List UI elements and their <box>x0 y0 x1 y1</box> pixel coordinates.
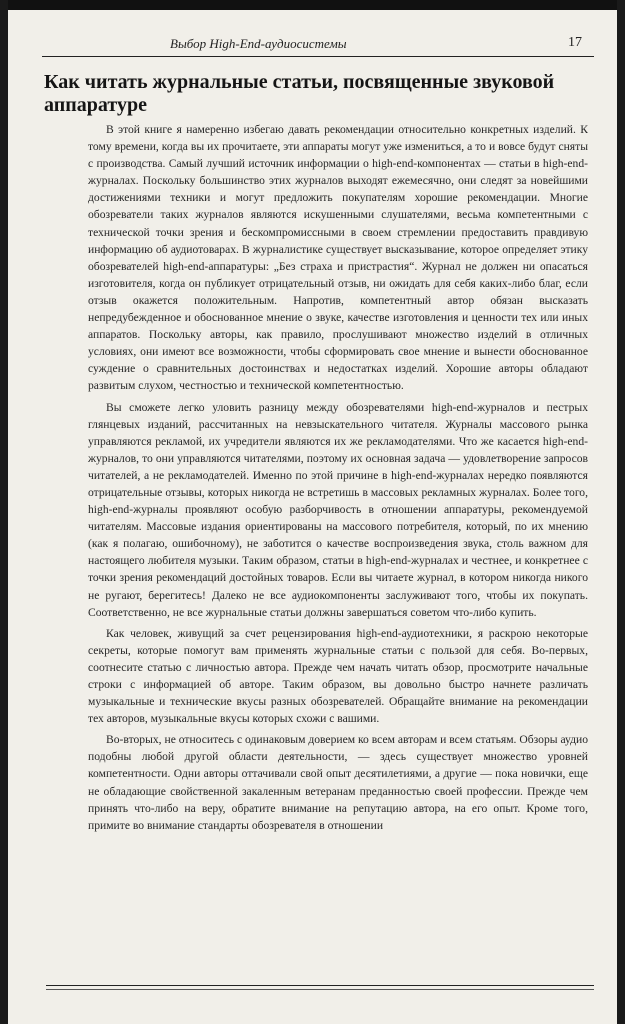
section-title: Как читать журнальные статьи, посвященные звуковой аппаратуре <box>44 71 555 117</box>
page-number: 17 <box>568 35 582 50</box>
article-body <box>88 121 588 838</box>
book-page <box>8 0 617 1024</box>
scan-edge <box>8 0 617 10</box>
paragraph: Как человек, живущий за счет рецензирования high-end-аудиотехники, я раскрою некоторые секреты, которые помогут вам применять журнальные статьи с пользой для себя. Во-первых, соотнесите статью с личностью автора. Прежде чем начать читать обзор, просмотрите начальные строки с информацией об авторе. Таким образом, вы довольно быстро начнете различать музыкальные и технические вкусы разных обозревателей. Обращайте внимание на рекомендации тех авторов, музыкальные вкусы которых схожи с вашими. <box>88 626 588 726</box>
paragraph: Во-вторых, не относитесь с одинаковым доверием ко всем авторам и всем статьям. Обзоры аудио подобны любой другой области деятельности, — здесь существует множество уровней компетентности. Одни авторы оттачивали свой опыт десятилетиями, а другие — пока новички, еще не обладающие свойственной закаленным ветеранам преданностью своей профессии. Прежде чем принять что-либо на веру, обратите внимание на репутацию автора, на его опыт. Кроме того, примите во внимание стандарты обозревателя в отношении <box>88 733 588 832</box>
footer-rule <box>46 985 594 990</box>
running-title: Выбор High-End-аудиосистемы <box>170 36 347 51</box>
paragraph: В этой книге я намеренно избегаю давать рекомендации относительно конкретных изделий. К тому времени, когда вы их прочитаете, эти аппараты могут уже измениться, а то и вовсе будут сняты с производства. Самый лучший источник информации о high-end-компонентах — статьи в high-end-журналах. Поскольку большинство этих журналов выходят ежемесячно, они следят за новейшими достижениями техники и могут предложить покупателям хорошие рекомендации. Многие обозреватели таких журналов являются искушенными слушателями, весьма компетентными с технической точки зрения и бескомпромиссными в своем стремлении предоставить правдивую информацию об аудиотоварах. В журналистике существует высказывание, которое определяет этику обозревателей high-end-аппаратуры: „Без страха и пристрастия“. Журнал не должен ни опасаться изготовителя, когда он публикует отрицательный отзыв, ни ожидать для себя каких-либо благ, если отзыв окажется положительным. Напротив, компетентный автор обязан высказать непредубежденное и обоснованное мнение о звуке, качестве изготовления и ценности тех или иных аппаратов. Поскольку авторы, как правило, прослушивают множество изделий в отличных условиях, они имеют все возможности, чтобы сформировать свое мнение и вынести обоснованное суждение о сравнительных достоинствах и недостатках изделий. Хорошие авторы обладают развитым слухом, честностью и технической компетентностью. <box>88 123 588 393</box>
paragraph: Вы сможете легко уловить разницу между обозревателями high-end-журналов и пестрых глянцевых изданий, рассчитанных на невзыскательного читателя. Журналы массового рынка управляются рекламой, их учредители являются их же рекламодателями. Что же касается high-end-журналов, то они управляются читателями, поэтому их основная задача — удовлетворение запросов читателей, а не рекламодателей. Именно по этой причине в high-end-журналах нередко появляются отрицательные отзывы, которых никогда не встретишь в массовых рекламных журналах. Более того, high-end-журналы проявляют особую разборчивость в отношении аппаратуры, рекомендуемой читателям. Массовые издания ориентированы на массового потребителя, который, по их мнению (как я полагаю, ошибочному), не заботится о качестве воспроизведения звука, столь важном для настоящего любителя музыки. Таким образом, статьи в high-end-журналах и честнее, и конкретнее с точки зрения рекомендаций достойных товаров. Если вы читаете журнал, в котором никогда никого не ругают, берегитесь! Далеко не все аудиокомпоненты заслуживают того, чтобы их покупать. Соответственно, не все журнальные статьи должны завершаться советом что-либо купить. <box>88 400 588 619</box>
running-header <box>42 34 594 57</box>
